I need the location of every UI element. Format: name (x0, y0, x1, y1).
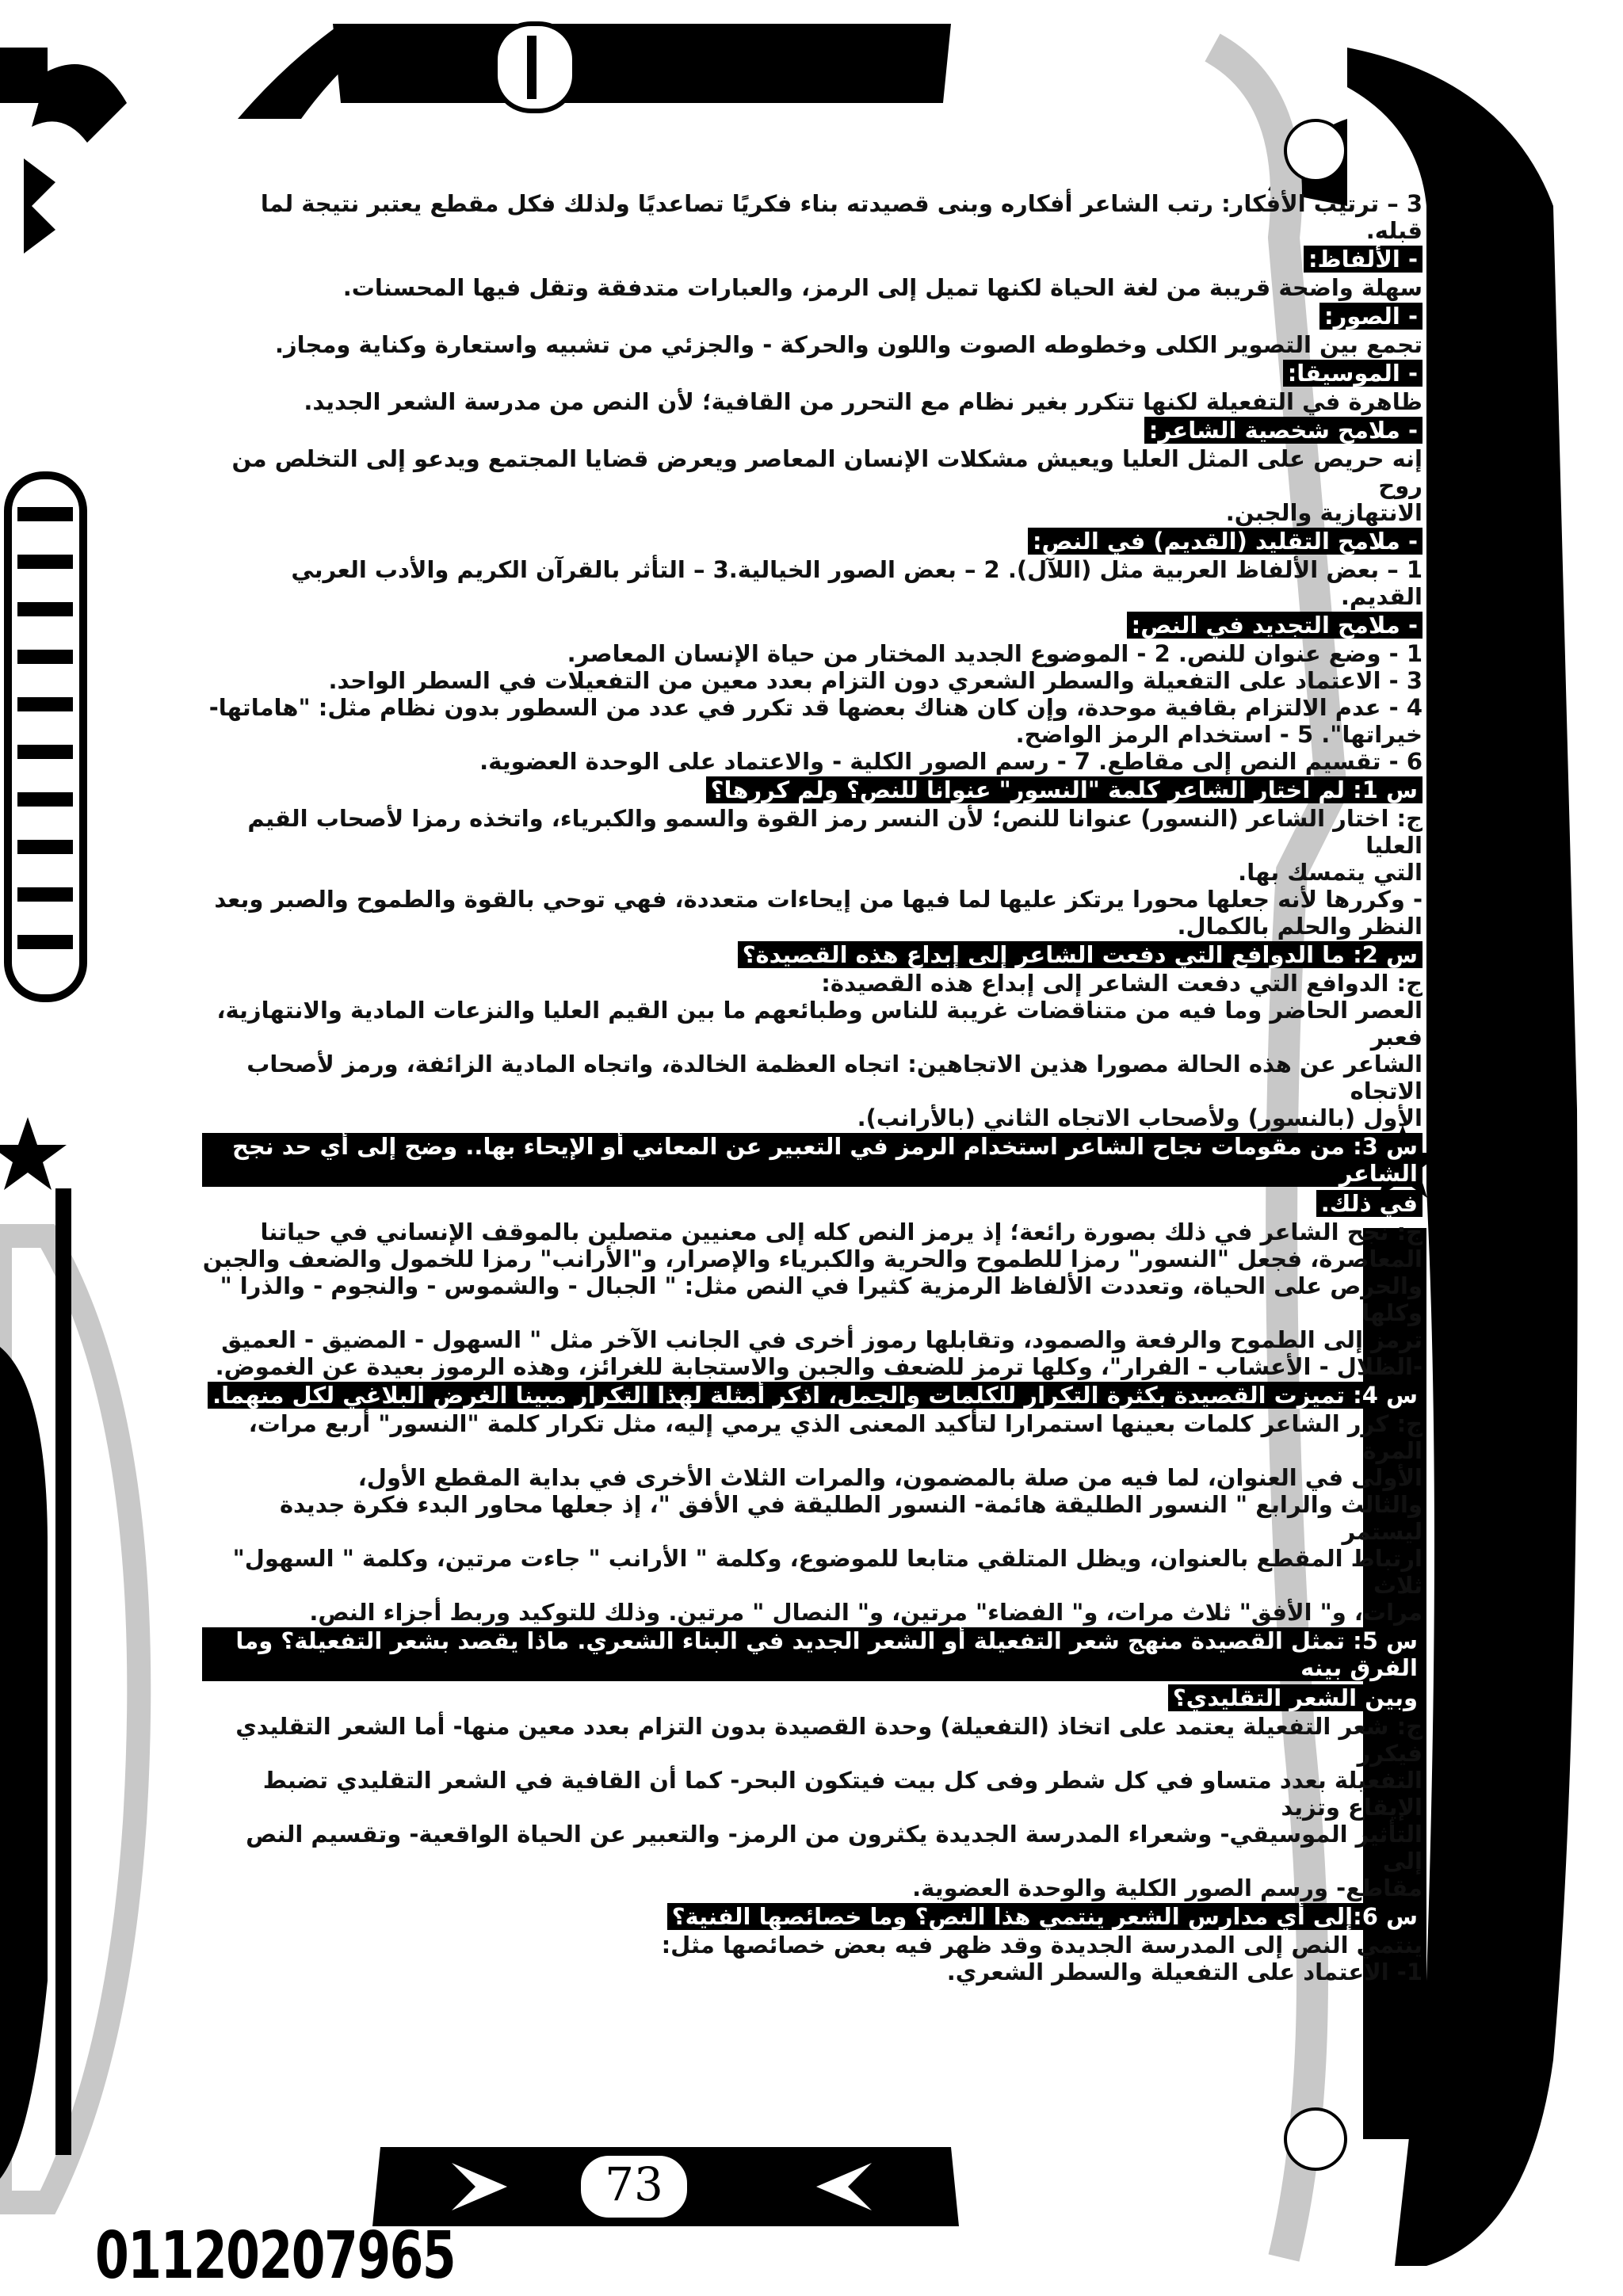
section-heading-line (202, 1683, 1423, 1713)
right-bottom-star-ornament (1285, 2109, 1346, 2169)
text-line: 1- الاعتماد على التفعيلة والسطر الشعري. (946, 1958, 1423, 1985)
section-heading-line (202, 301, 1423, 331)
text-line: تجمع بين التصوير الكلى وخطوطه الصوت واللون والحركة - والجزئي من تشبيه واستعارة وكناية ومجاز. (274, 331, 1423, 358)
section-heading-line (202, 1626, 1423, 1683)
section-heading: - الألفاظ: (1304, 246, 1423, 273)
text-line: ينتمي النص إلى المدرسة الجديدة وقد ظهر فيه بعض خصائصها مثل: (661, 1932, 1423, 1958)
text-line: خيراتها". 5 - استخدام الرمز الواضح. (1015, 721, 1423, 748)
text-line: والحرص على الحياة، وتعددت الألفاظ الرمزية كثيرا في النص مثل: " الجبال - والشموس - والنجوم - والذرا " وكلها (220, 1272, 1423, 1326)
section-heading: وبين الشعر التقليدي؟ (1168, 1684, 1423, 1711)
section-heading: س 3: من مقومات نجاح الشاعر استخدام الرمز في التعبير عن المعاني أو الإيحاء بها.. وضح إلى أي حد نجح الشاعر (202, 1133, 1423, 1187)
text-line: ج: الدوافع التي دفعت الشاعر إلى إبداع هذه القصيدة: (821, 970, 1423, 997)
section-heading: - ملامح شخصية الشاعر: (1144, 417, 1423, 444)
section-heading: س 1: لم اختار الشاعر كلمة "النسور" عنوانا للنص؟ ولم كررها؟ (706, 776, 1423, 803)
text-line: إنه حريص على المثل العليا ويعيش مشكلات الإنسان المعاصر ويعرض قضايا المجتمع ويدعو إلى التخلص من روح (231, 445, 1423, 499)
left-top-arrow (24, 158, 55, 254)
text-line: 1 - وضع عنوان للنص. 2 - الموضوع الجديد المختار من حياة الإنسان المعاصر. (567, 640, 1423, 667)
text-line: النظر والحلم بالكمال. (1177, 913, 1423, 940)
section-heading-line (202, 1188, 1423, 1219)
left-star-icon (0, 1117, 67, 1190)
text-line: الانتهازية والجبن. (1225, 499, 1423, 526)
section-heading: في ذلك. (1316, 1190, 1423, 1217)
section-heading-line (202, 610, 1423, 640)
text-line: 1 – بعض الألفاظ العربية مثل (اللآل). 2 – بعض الصور الخيالية.3 – التأثر بالقرآن الكريم والأدب العربي القديم. (291, 556, 1423, 610)
section-heading: س 2: ما الدوافع التي دفعت الشاعر إلى إبداع هذه القصيدة؟ (738, 941, 1423, 968)
section-heading: س 4: تميزت القصيدة بكثرة التكرار للكلمات والجمل، اذكر أمثلة لهذا التكرار مبينا الغرض البلاغي لكل منهما. (208, 1382, 1423, 1409)
section-heading-line (202, 244, 1423, 274)
section-heading: - الصور: (1319, 303, 1423, 330)
section-heading: س 6:إلى أي مدارس الشعر ينتمي هذا النص؟ وما خصائصها الفنية؟ (667, 1903, 1423, 1930)
text-line: ج: نجح الشاعر في ذلك بصورة رائعة؛ إذ يرمز النص كله إلى معنيين متصلين بالموقف الإنساني في حياتنا (260, 1219, 1423, 1245)
text-line: الشاعر عن هذه الحالة مصورا هذين الاتجاهين: اتجاه العظمة الخالدة، واتجاه المادية الزائفة، ورمز لأصحاب الاتجاه (246, 1051, 1423, 1104)
document-body (202, 190, 1423, 1985)
section-heading-line (202, 526, 1423, 556)
section-heading: - ملامح التجديد في النص: (1127, 612, 1423, 639)
text-line: ظاهرة في التفعيلة لكنها تتكرر بغير نظام مع التحرر من القافية؛ لأن النص من مدرسة الشعر الجديد. (304, 388, 1423, 415)
right-top-star-ornament (1285, 120, 1346, 181)
left-bottom-stroke (0, 1347, 48, 2179)
text-line: سهلة واضحة قريبة من لغة الحياة لكنها تميل إلى الرمز، والعبارات متدفقة وتقل فيها المحسنات. (342, 274, 1423, 301)
text-line: 6 - تقسيم النص إلى مقاطع. 7 - رسم الصور الكلية - والاعتماد على الوحدة العضوية. (479, 748, 1423, 775)
text-line: الأول (بالنسور) ولأصحاب الاتجاه الثاني (بالأرانب). (857, 1104, 1423, 1131)
text-line: -الظلال - الأعشاب - الفرار"، وكلها ترمز للضعف والجبن والاستجابة للغرائز، وهذه الرموز بعيدة عن الغموض. (215, 1353, 1423, 1380)
text-line: ترمز إلى الطموح والرفعة والصمود، وتقابلها رموز أخرى في الجانب الآخر مثل " السهول - المضيق - العميق (221, 1326, 1423, 1353)
section-heading-line (202, 940, 1423, 970)
text-line: ج: اختار الشاعر (النسور) عنوانا للنص؛ لأن النسر رمز القوة والسمو والكبرياء، واتخذه رمزا لأصحاب القيم العليا (247, 805, 1423, 859)
text-line: مقاطع- ورسم الصور الكلية والوحدة العضوية. (912, 1875, 1423, 1901)
text-line: ج: شعر التفعيلة يعتمد على اتخاذ (التفعيلة) وحدة القصيدة بدون التزام بعدد معين منها- أما الشعر التقليدي فيكرر (235, 1713, 1423, 1767)
text-line: والثالث والرابع " النسور الطليقة هائمة- النسور الطليقة في الأفق "، إذ جعلها محاور البدء فكرة جديدة ليستمر (279, 1491, 1423, 1545)
section-heading-line (202, 1380, 1423, 1410)
text-line: الأولى في العنوان، لما فيه من صلة بالمضمون، والمرات الثلاث الأخرى في بداية المقطع الأول، (357, 1464, 1423, 1491)
text-line: - وكررها لأنه جعلها محورا يرتكز عليها لما فيها من إيحاءات متعددة، فهي توحي بالقوة والطموح والصبر وبعد (214, 886, 1423, 913)
text-line: ج: كرر الشاعر كلمات بعينها استمرارا لتأكيد المعنى الذي يرمي إليه، مثل تكرار كلمة "النسور" أربع مرات، المرة (248, 1410, 1423, 1464)
text-line: مرات، و" الأفق" ثلاث مرات، و" الفضاء" مرتين، و" النصال " مرتين. وذلك للتوكيد وربط أجزاء النص. (309, 1599, 1423, 1626)
text-line: 3 - الاعتماد على التفعيلة والسطر الشعري دون التزام بعدد معين من التفعيلات في السطر الواحد. (328, 667, 1423, 694)
section-heading: - الموسيقا: (1283, 360, 1423, 387)
section-heading: س 5: تمثل القصيدة منهج شعر التفعيلة أو الشعر الجديد في البناء الشعري. ماذا يقصد بشعر التفعيلة؟ وما الفرق بينه (202, 1627, 1423, 1681)
text-line: التفعيلة بعدد متساو في كل شطر وفى كل بيت فيتكون البحر- كما أن القافية في الشعر التقليدي تضبط الإيقاع وتزيد (262, 1767, 1423, 1821)
left-top-block (0, 48, 48, 103)
section-heading-line (202, 775, 1423, 805)
text-line: العصر الحاضر وما فيه من متناقضات غريبة للناس وطبائعهم ما بين القيم العليا والنزعات المادية والانتهازية، فعبر (216, 997, 1423, 1051)
top-banner-capsule-bar (527, 36, 537, 99)
section-heading-line (202, 1901, 1423, 1932)
left-bottom-bar (55, 1188, 71, 2155)
section-heading: - ملامح التقليد (القديم) في النص: (1028, 528, 1423, 555)
section-heading-line (202, 358, 1423, 388)
text-line: التي يتمسك بها. (1238, 859, 1423, 886)
text-line: 3 – ترتيب الأفكار: رتب الشاعر أفكاره وبنى قصيدته بناء فكريًا تصاعديًا ولذلك فكل مقطع يعتبر نتيجة لما قبله. (260, 190, 1423, 244)
text-line: التأثير الموسيقي- وشعراء المدرسة الجديدة يكثرون من الرمز- والتعبير عن الحياة الواقعية- وتقسيم النص إلى (246, 1821, 1423, 1875)
section-heading-line (202, 1131, 1423, 1188)
section-heading-line (202, 415, 1423, 445)
text-line: المعاصرة، فجعل "النسور" رمزا للطموح والحرية والكبرياء والإصرار، و"الأرانب" رمزا للخمول والضعف والجبن (202, 1245, 1423, 1272)
text-line: 4 - عدم الالتزام بقافية موحدة، وإن كان هناك بعضها قد تكرر في عدد من السطور بدون نظام مثل: "هاماتها- (208, 694, 1423, 721)
left-capsule-ornament (8, 475, 83, 998)
phone-number: 01120207965 (95, 2218, 456, 2294)
text-line: ارتباط المقطع بالعنوان، ويظل المتلقي متابعا للموضوع، وكلمة " الأرانب " جاءت مرتين، وكلمة " السهول" ثلاث (232, 1545, 1423, 1599)
page-number: 73 (605, 2157, 663, 2211)
top-banner-shape (333, 24, 951, 103)
